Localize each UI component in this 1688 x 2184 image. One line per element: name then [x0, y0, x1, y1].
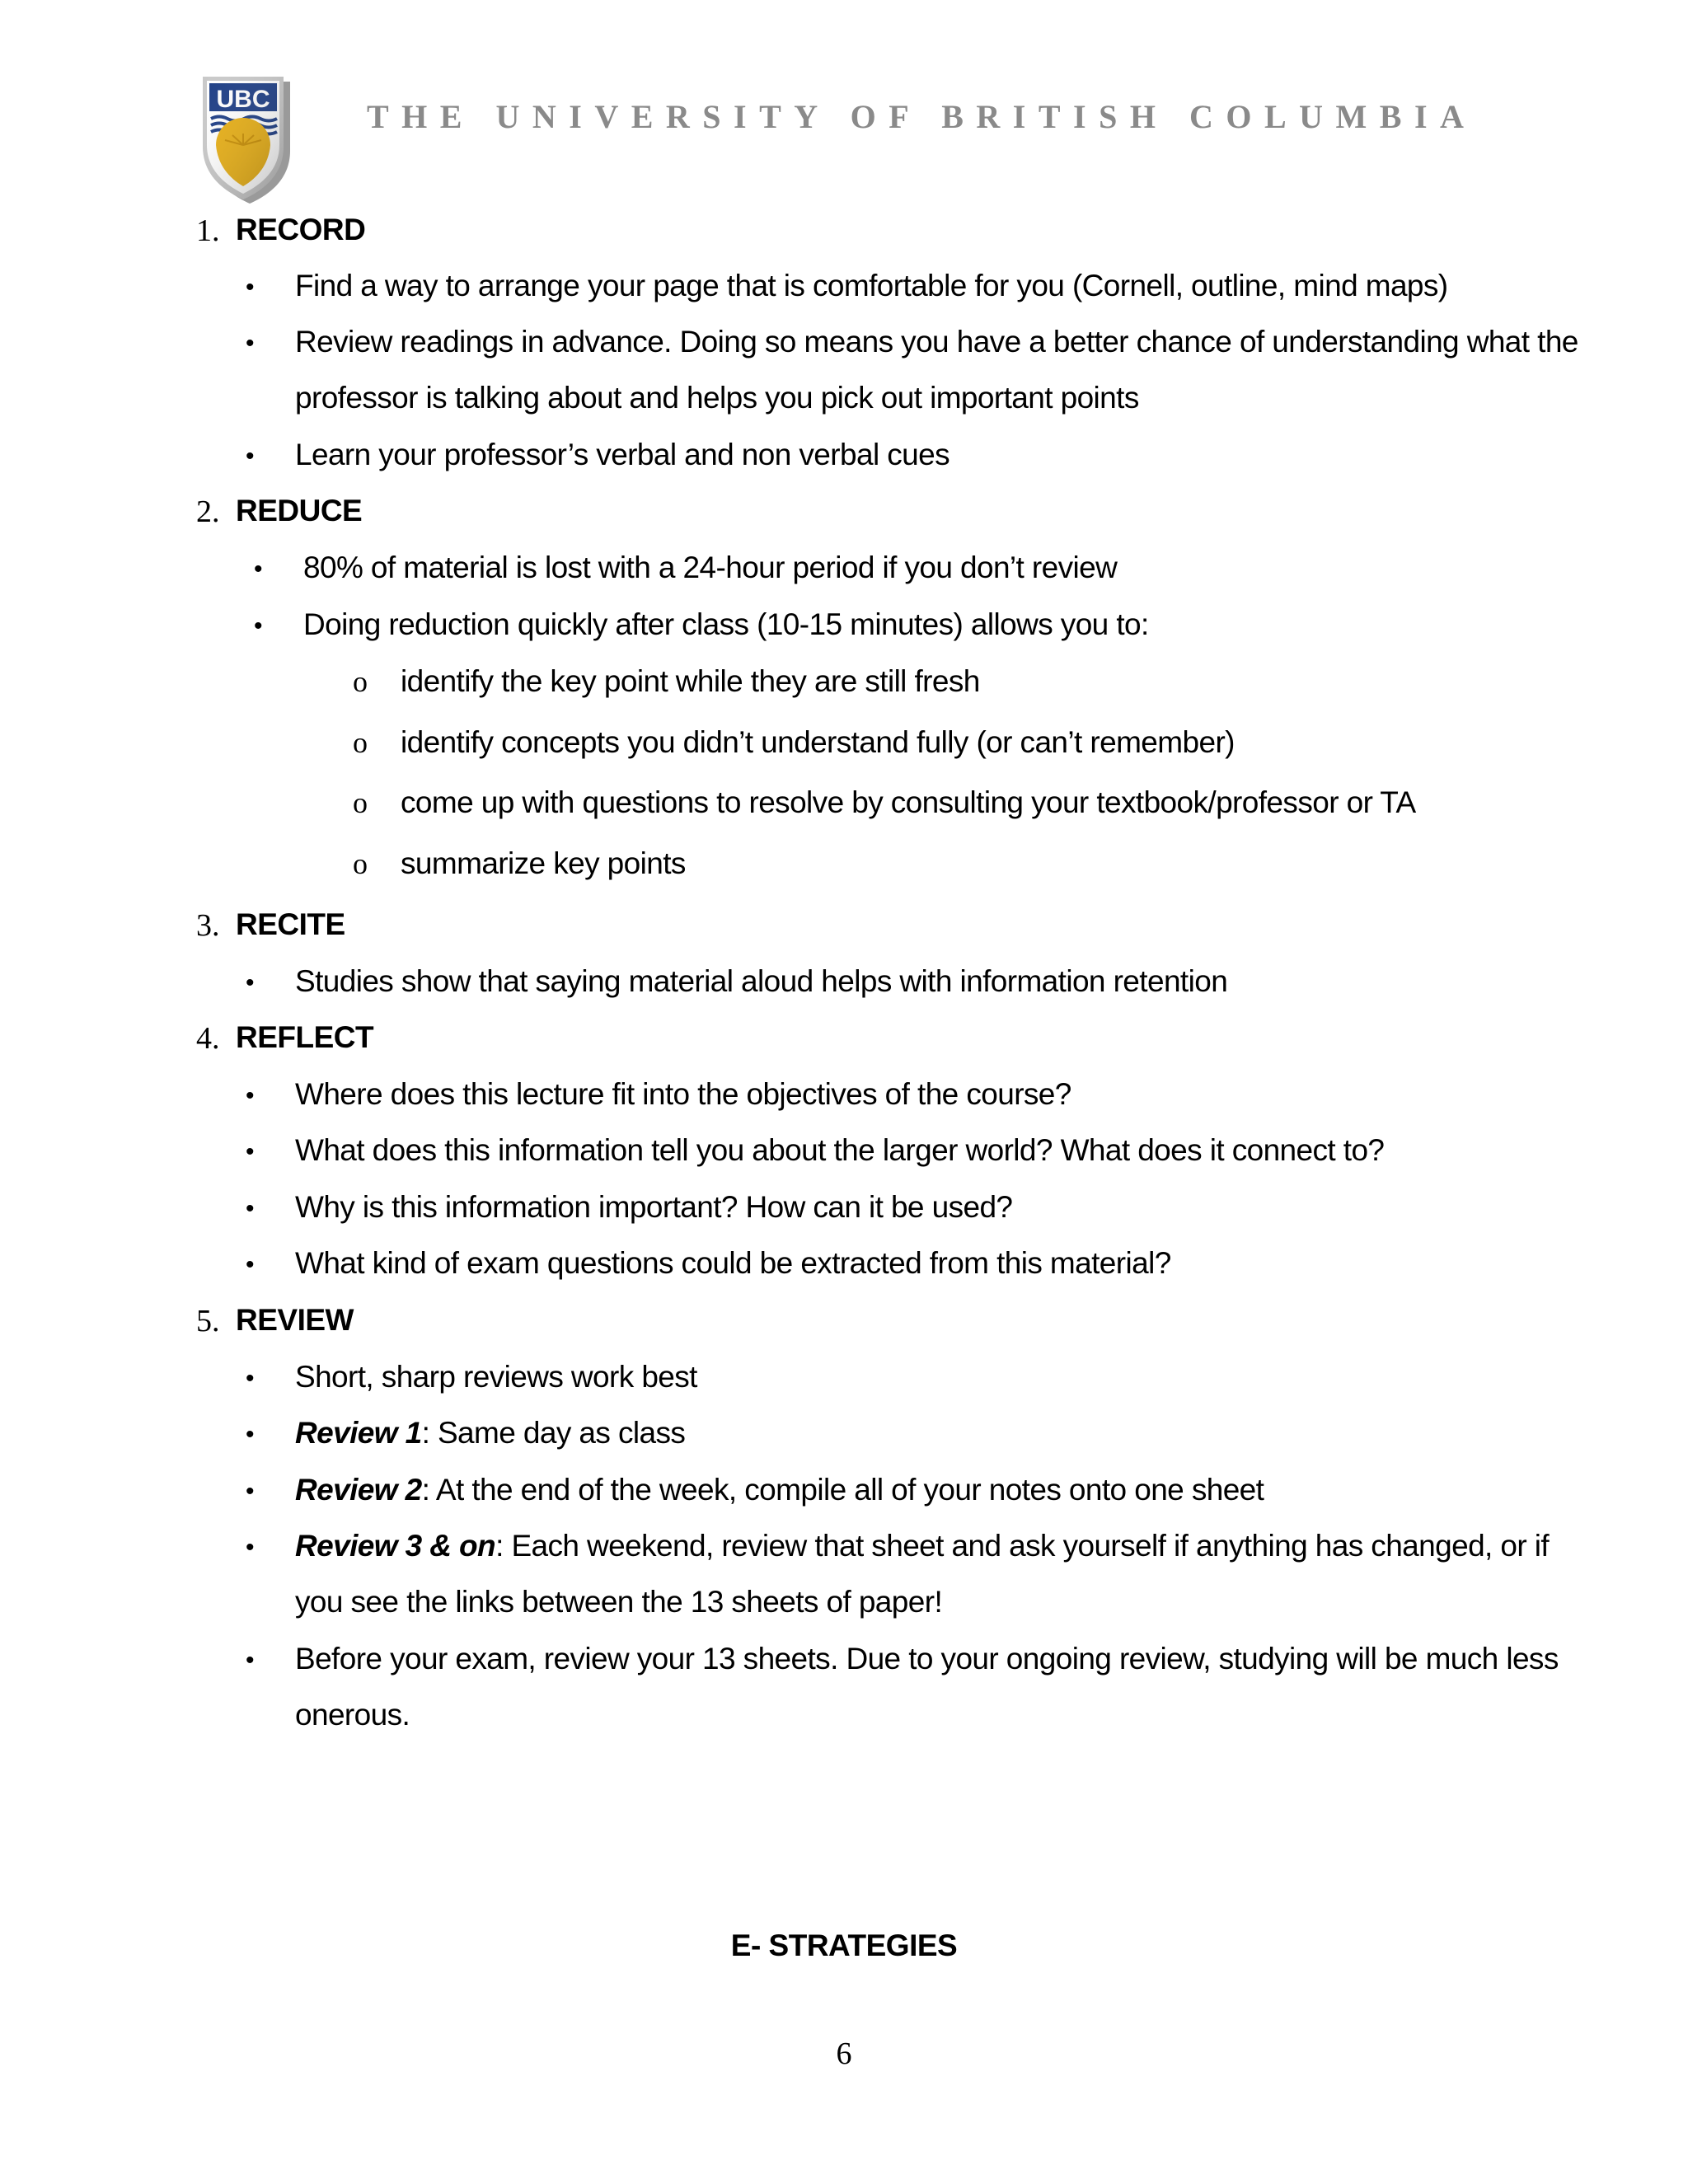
sub-list-item: summarize key points: [401, 846, 686, 880]
list-item-text: Each weekend, review that sheet and ask yourself if anything has changed, or if: [511, 1529, 1550, 1563]
bullet-marker: •: [246, 1647, 255, 1674]
list-item-continuation: onerous.: [295, 1698, 410, 1732]
section-heading-reflect: REFLECT: [236, 1020, 374, 1054]
list-item: What kind of exam questions could be extracted from this material?: [295, 1246, 1171, 1280]
list-item: Review readings in advance. Doing so means you have a better chance of understanding what the: [295, 325, 1578, 359]
section-number: 1.: [196, 213, 220, 248]
university-name: THE UNIVERSITY OF BRITISH COLUMBIA: [367, 98, 1477, 135]
list-item-continuation: you see the links between the 13 sheets of paper!: [295, 1585, 943, 1619]
bullet-marker: •: [246, 1365, 255, 1392]
list-item: Doing reduction quickly after class (10-15 minutes) allows you to:: [303, 607, 1149, 641]
bullet-marker: •: [246, 1478, 255, 1505]
sub-list-item: identify concepts you didn’t understand fully (or can’t remember): [401, 725, 1235, 759]
sub-bullet-marker: o: [353, 847, 368, 880]
bullet-marker: •: [246, 1195, 255, 1222]
ubc-crest-logo: [198, 73, 295, 204]
sub-list-item: identify the key point while they are still fresh: [401, 664, 980, 698]
section-number: 2.: [196, 494, 220, 529]
list-item: [295, 1473, 1264, 1507]
bullet-marker: •: [254, 555, 263, 583]
list-item: Learn your professor’s verbal and non verbal cues: [295, 438, 950, 471]
list-item: Short, sharp reviews work best: [295, 1360, 697, 1394]
bullet-marker: •: [254, 612, 263, 640]
list-item: What does this information tell you about the larger world? What does it connect to?: [295, 1133, 1385, 1167]
bold-label: Review 1: [295, 1416, 422, 1450]
list-item: Why is this information important? How can it be used?: [295, 1190, 1013, 1224]
bullet-marker: •: [246, 1082, 255, 1109]
section-heading-recite: RECITE: [236, 907, 345, 941]
section-number: 3.: [196, 908, 220, 943]
section-heading-review: REVIEW: [236, 1303, 354, 1337]
list-item: [295, 1529, 1549, 1563]
label-separator: :: [421, 1473, 436, 1507]
list-item-continuation: professor is talking about and helps you pick out important points: [295, 381, 1139, 415]
sub-bullet-marker: o: [353, 786, 368, 819]
bullet-marker: •: [246, 969, 255, 996]
label-separator: :: [495, 1529, 512, 1563]
bullet-marker: •: [246, 1534, 255, 1561]
bold-label: Review 2: [295, 1473, 422, 1507]
section-number: 4.: [196, 1021, 220, 1056]
list-item: Before your exam, review your 13 sheets. Due to your ongoing review, studying will be much less: [295, 1642, 1559, 1675]
list-item-text: At the end of the week, compile all of your notes onto one sheet: [435, 1473, 1264, 1507]
bullet-marker: •: [246, 1251, 255, 1278]
bullet-marker: •: [246, 274, 255, 301]
sub-bullet-marker: o: [353, 665, 368, 698]
section-heading-record: RECORD: [236, 213, 366, 246]
bullet-marker: •: [246, 443, 255, 470]
list-item: [295, 1416, 685, 1451]
list-item: Find a way to arrange your page that is comfortable for you (Cornell, outline, mind maps): [295, 269, 1448, 302]
list-item: Studies show that saying material aloud helps with information retention: [295, 964, 1228, 998]
label-separator: :: [421, 1416, 438, 1450]
bullet-marker: •: [246, 1138, 255, 1165]
next-section-heading: E- STRATEGIES: [730, 1929, 958, 1962]
section-heading-reduce: REDUCE: [236, 494, 363, 527]
list-item-text: Same day as class: [437, 1416, 686, 1450]
bullet-marker: •: [246, 330, 255, 357]
list-item: 80% of material is lost with a 24-hour period if you don’t review: [303, 551, 1118, 584]
section-number: 5.: [196, 1304, 220, 1338]
sub-list-item: come up with questions to resolve by consulting your textbook/professor or TA: [401, 785, 1416, 819]
page-number: 6: [836, 2036, 852, 2071]
sub-bullet-marker: o: [353, 726, 368, 759]
bullet-marker: •: [246, 1421, 255, 1448]
list-item: Where does this lecture fit into the objectives of the course?: [295, 1077, 1071, 1111]
bold-label: Review 3 & on: [295, 1529, 496, 1563]
